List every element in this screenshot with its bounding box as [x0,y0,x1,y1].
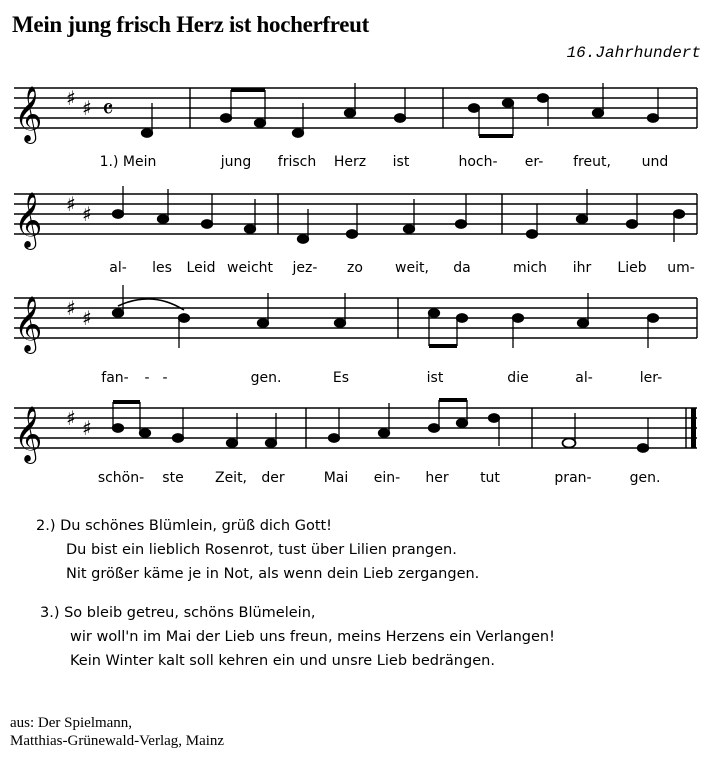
staff-system-1 [0,78,717,173]
staff-system-2 [0,184,717,279]
svg-text:♯: ♯ [82,306,92,330]
verse-line: Nit größer käme je in Not, als wenn dein Lieb zergangen. [66,566,480,582]
svg-text:𝄞: 𝄞 [14,86,43,142]
song-title: Mein jung frisch Herz ist hocherfreut [12,12,370,37]
verse-line: Kein Winter kalt soll kehren ein und unsre Lieb bedrängen. [70,653,495,669]
staff-notation-1 [0,78,717,148]
lyric-syllable: freut, [573,154,611,170]
svg-text:♯: ♯ [82,96,92,120]
svg-text:𝄴: 𝄴 [102,95,114,125]
lyric-syllable: weicht [226,260,274,276]
lyric-syllable: Mai [323,470,349,486]
lyric-syllable: jung [220,154,252,170]
lyric-syllable: ste [162,470,184,486]
lyric-syllable: Herz [333,154,367,170]
verse-line: 3.) So bleib getreu, schöns Blümelein, [40,605,316,621]
lyric-syllable: und [641,154,669,170]
lyric-syllable: her [425,470,449,486]
lyric-syllable: - [162,370,168,386]
lyric-syllable: zo [347,260,363,276]
lyric-syllable: mich [512,260,548,276]
lyric-syllable: da [453,260,471,276]
lyric-syllable: gen. [250,370,282,386]
staff-notation-4 [0,398,717,468]
source-line: aus: Der Spielmann, [10,715,133,731]
lyric-syllable: Es [332,370,350,386]
lyric-syllable: um- [667,260,695,276]
lyric-syllable: pran- [554,470,592,486]
lyric-syllable: ist [426,370,444,386]
staff-notation-3 [0,288,717,358]
lyric-syllable: jez- [292,260,318,276]
verse-line: wir woll'n im Mai der Lieb uns freun, meins Herzens ein Verlangen! [70,629,555,645]
svg-text:𝄞: 𝄞 [14,406,43,462]
lyric-syllable: der [261,470,285,486]
svg-text:♯: ♯ [66,192,76,216]
source-credit [10,714,224,750]
lyric-syllable: ist [392,154,410,170]
lyric-syllable: schön- [97,470,145,486]
lyric-syllable: ihr [572,260,592,276]
lyric-syllable: Lieb [617,260,647,276]
lyric-syllable: tut [480,470,500,486]
svg-text:𝄞: 𝄞 [14,192,43,248]
lyric-syllable: al- [575,370,593,386]
svg-text:♯: ♯ [66,296,76,320]
verse-line: Du bist ein lieblich Rosenrot, tust über Lilien prangen. [66,542,457,558]
lyric-syllable: ein- [373,470,401,486]
verse-3 [36,601,555,673]
lyric-syllable: ler- [639,370,663,386]
lyric-syllable: - [144,370,150,386]
svg-text:♯: ♯ [82,202,92,226]
staff-system-3 [0,288,717,388]
lyric-syllable: fan- [101,370,129,386]
verse-line: 2.) Du schönes Blümlein, grüß dich Gott! [36,518,332,534]
lyric-syllable: er- [524,154,544,170]
svg-text:♯: ♯ [66,86,76,110]
staff-system-4 [0,398,717,493]
notes [142,83,659,137]
lyric-syllable: Zeit, [214,470,248,486]
lyric-syllable: les [152,260,172,276]
lyric-syllable: Leid [186,260,216,276]
staff-notation-2 [0,184,717,254]
lyric-syllable: weit, [395,260,429,276]
source-line: Matthias-Grünewald-Verlag, Mainz [10,733,225,749]
svg-text:♯: ♯ [82,416,92,440]
lyric-syllable: frisch [277,154,317,170]
verse-2 [36,514,479,586]
era-label: 16.Jahrhundert [566,44,701,62]
svg-text:♯: ♯ [66,406,76,430]
lyric-syllable: hoch- [458,154,498,170]
svg-text:𝄞: 𝄞 [14,296,43,352]
lyric-syllable: die [507,370,529,386]
lyric-syllable: 1.) Mein [99,154,157,170]
lyric-syllable: al- [109,260,127,276]
lyric-syllable: gen. [629,470,661,486]
